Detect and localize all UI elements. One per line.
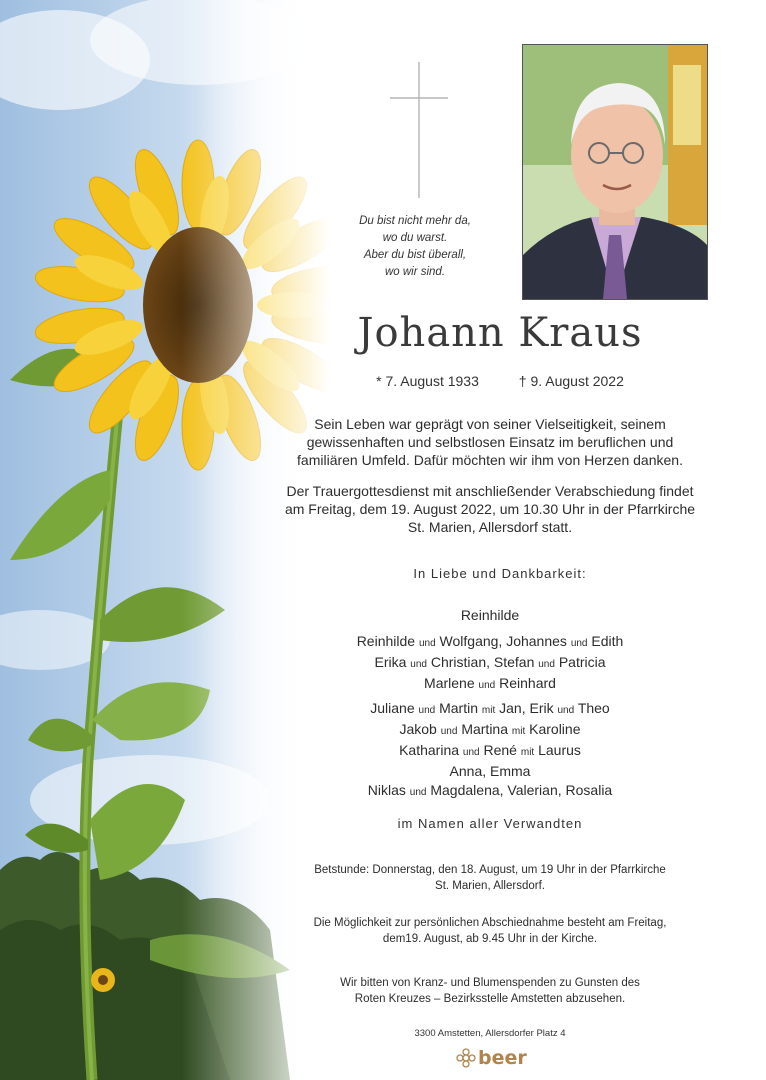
birth-date: * 7. August 1933	[376, 373, 479, 389]
family-line: Juliane und Martin mit Jan, Erik und Theo	[370, 700, 610, 716]
farewell-notice	[270, 915, 710, 947]
notice-line: Die Möglichkeit zur persönlichen Abschiednahme besteht am Freitag,	[313, 917, 667, 929]
notice-line: Wir bitten von Kranz- und Blumenspenden zu Gunsten des	[340, 977, 640, 989]
tribute-paragraph	[250, 415, 730, 469]
poem-line: wo du warst.	[382, 232, 448, 244]
logo-text: beer	[478, 1047, 527, 1069]
notice-line: Betstunde: Donnerstag, den 18. August, um 19 Uhr in der Pfarrkirche	[314, 864, 666, 876]
service-line: am Freitag, dem 19. August 2022, um 10.30 Uhr in der Pfarrkirche	[284, 501, 696, 517]
service-line: Der Trauergottesdienst mit anschließender Verabschiedung findet	[286, 483, 694, 499]
portrait-illustration	[523, 45, 707, 299]
poem-line: Aber du bist überall,	[363, 249, 467, 261]
on-behalf-line: im Namen aller Verwandten	[397, 816, 583, 831]
poem-line: wo wir sind.	[384, 266, 446, 278]
poem-line: Du bist nicht mehr da,	[359, 215, 471, 227]
tribute-line: familiären Umfeld. Dafür möchten wir ihm von Herzen danken.	[297, 452, 683, 468]
funeral-home-address: 3300 Amstetten, Allersdorfer Platz 4	[414, 1028, 566, 1039]
service-line: St. Marien, Allersdorf statt.	[407, 519, 573, 535]
flower-logo-icon	[456, 1048, 476, 1068]
family-line: Katharina und René mit Laurus	[399, 742, 581, 758]
service-paragraph	[250, 482, 730, 536]
tribute-line: gewissenhaften und selbstlosen Einsatz im beruflichen und	[306, 434, 674, 450]
family-line: Niklas und Magdalena, Valerian, Rosalia	[367, 782, 613, 798]
family-line: Reinhilde und Wolfgang, Johannes und Edith	[356, 633, 624, 649]
cross-icon	[390, 62, 448, 198]
tribute-line: Sein Leben war geprägt von seiner Vielseitigkeit, seinem	[314, 416, 666, 432]
poem	[330, 213, 500, 281]
gratitude-heading: In Liebe und Dankbarkeit:	[413, 566, 587, 581]
notice-line: St. Marien, Allersdorf.	[435, 880, 545, 892]
donation-notice	[270, 975, 710, 1007]
family-line: Erika und Christian, Stefan und Patricia	[374, 654, 606, 670]
family-list	[260, 606, 720, 802]
spouse-name: Reinhilde	[460, 607, 520, 623]
portrait-photo	[522, 44, 708, 300]
death-date: † 9. August 2022	[518, 373, 624, 389]
family-line: Anna, Emma	[449, 763, 531, 779]
life-dates	[300, 373, 700, 389]
family-line: Marlene und Reinhard	[424, 675, 556, 691]
notice-line: Roten Kreuzes – Bezirksstelle Amstetten abzusehen.	[354, 993, 626, 1005]
family-line: Jakob und Martina mit Karoline	[399, 721, 581, 737]
notice-line: dem19. August, ab 9.45 Uhr in der Kirche.	[382, 933, 598, 945]
prayer-hour-notice	[270, 862, 710, 894]
deceased-name: Johann Kraus	[357, 310, 643, 356]
funeral-home-logo	[456, 1045, 536, 1071]
